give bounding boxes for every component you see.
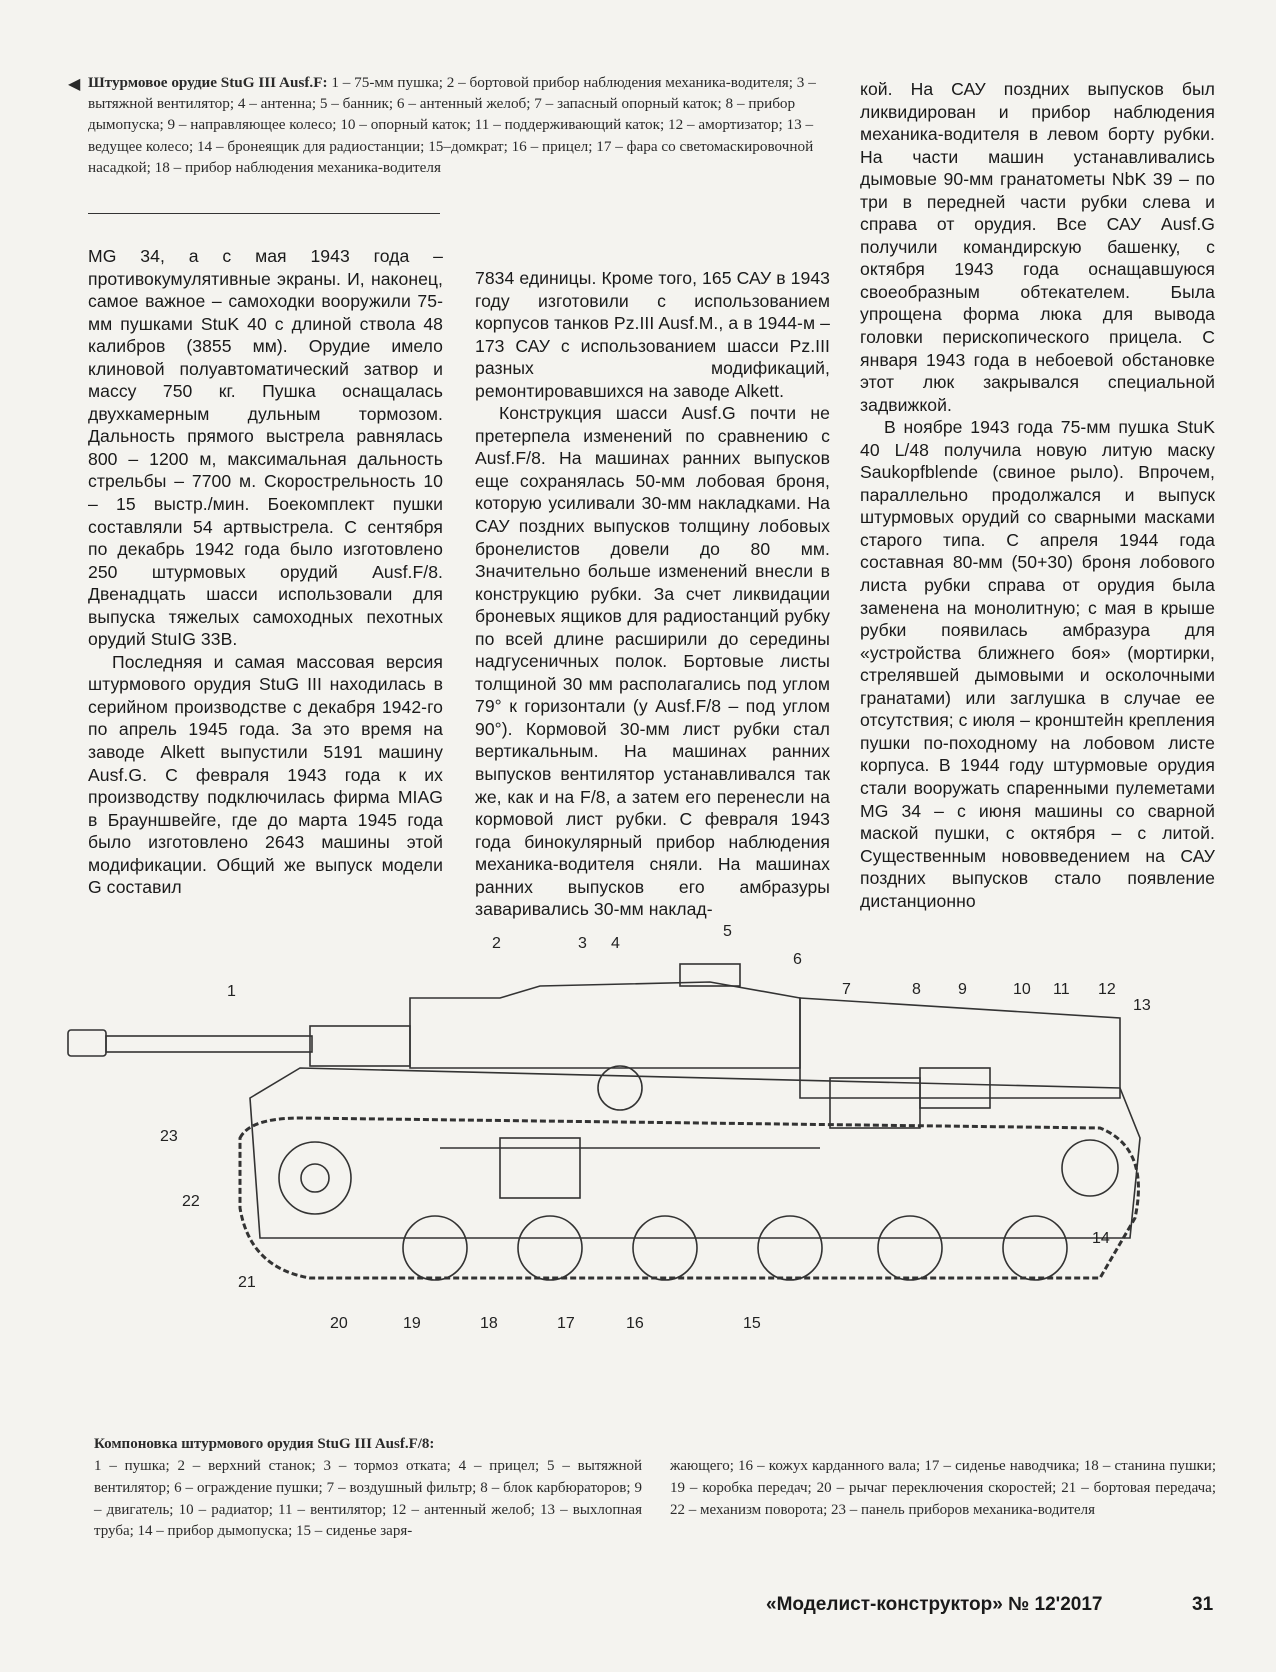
text-column-3 bbox=[860, 78, 1215, 912]
bottom-caption-left: 1 – пушка; 2 – верхний станок; 3 – тормоз отката; 4 – прицел; 5 – вытяжной вентилятор; 6 – ограждение пушки; 7 – воздушный фильтр; 8 – блок карбюраторов; 9 – двигатель; 10 – радиатор; 11 – вентилятор; 12 – антенный желоб; 13 – выхлопная труба; 14 – прибор дымопуска; 15 – сиденье заря- bbox=[94, 1458, 642, 1540]
callout-6: 6 bbox=[793, 951, 802, 968]
gun-barrel bbox=[106, 1036, 312, 1052]
callout-22: 22 bbox=[182, 1193, 200, 1210]
engine-block bbox=[830, 1078, 920, 1128]
hull bbox=[250, 1068, 1140, 1238]
callout-3: 3 bbox=[578, 935, 587, 952]
callout-19: 19 bbox=[403, 1315, 421, 1332]
callout-13: 13 bbox=[1133, 997, 1151, 1014]
callout-11: 11 bbox=[1053, 981, 1070, 998]
muzzle-brake bbox=[68, 1030, 106, 1056]
bottom-figure-caption bbox=[94, 1434, 1216, 1546]
callout-7: 7 bbox=[842, 981, 851, 998]
callout-14: 14 bbox=[1092, 1230, 1110, 1247]
top-caption-text: 1 – 75-мм пушка; 2 – бортовой прибор наблюдения механика-водителя; 3 – вытяжной вентилятор; 4 – антенна; 5 – банник; 6 – антенный желоб; 7 – запасный опорный каток; 8 – прибор дымопуска; 9 – направляющее колесо; 10 – опорный каток; 11 – поддерживающий каток; 12 – амортизатор; 13 – ведущее колесо; 14 – бронеящик для радиостанции; 15–домкрат; 16 – прицел; 17 – фара со светомаскировочной насадкой; 18 – прибор наблюдения механика-водителя bbox=[88, 74, 816, 176]
top-figure-caption bbox=[68, 72, 833, 178]
road-wheel bbox=[633, 1216, 697, 1280]
bottom-caption-right: жающего; 16 – кожух карданного вала; 17 – сиденье наводчика; 18 – станина пушки; 19 – коробка передач; 20 – рычаг переключения скоростей; 21 – бортовая передача; 22 – механизм поворота; 23 – панель приборов механика-водителя bbox=[670, 1458, 1216, 1518]
radiator bbox=[920, 1068, 990, 1108]
paragraph: 7834 единицы. Кроме того, 165 САУ в 1943 году изготовили с использованием корпусов танков Pz.III Ausf.M., а в 1944-м – 173 САУ с использованием шасси Pz.III разных модификаций, ремонтировавшихся на заводе Alkett. bbox=[475, 268, 830, 401]
callout-18: 18 bbox=[480, 1315, 498, 1332]
paragraph: Конструкция шасси Ausf.G почти не претерпела изменений по сравнению с Ausf.F/8. На машинах ранних выпусков еще сохранялась 50-мм лобовая броня, которую усиливали 30-мм накладками. На САУ поздних выпусков толщину лобовых бронелистов довели до 80 мм. Значительно больше изменений внесли в конструкцию рубки. За счет ликвидации броневых ящиков для радиостанций рубку по всей длине расширили до середины надгусеничных полок. Бортовые листы толщиной 30 мм располагались под углом 79° к горизонтали (у Ausf.F/8 – под углом 90°). Кормовой 30-мм лист рубки стал вертикальным. На машинах ранних выпусков вентилятор устанавливался так же, как и на F/8, а затем его перенесли на кормовой лист рубки. С февраля 1943 года бинокулярный прибор наблюдения механика-водителя сняли. На машинах ранних выпусков его амбразуры заваривались 30-мм наклад- bbox=[475, 403, 830, 920]
callout-16: 16 bbox=[626, 1315, 644, 1332]
callout-5: 5 bbox=[723, 923, 732, 940]
page-number: 31 bbox=[1192, 1594, 1214, 1615]
handwheel bbox=[598, 1066, 642, 1110]
callout-21: 21 bbox=[238, 1274, 256, 1291]
callout-4: 4 bbox=[611, 935, 620, 952]
top-caption-title: Штурмовое орудие StuG III Ausf.F: bbox=[88, 74, 328, 91]
superstructure bbox=[410, 982, 800, 1068]
road-wheel bbox=[1003, 1216, 1067, 1280]
callout-10: 10 bbox=[1013, 981, 1031, 998]
road-wheel bbox=[878, 1216, 942, 1280]
callout-15: 15 bbox=[743, 1315, 761, 1332]
gearbox bbox=[500, 1138, 580, 1198]
engine-deck bbox=[800, 998, 1120, 1098]
callout-1: 1 bbox=[227, 983, 236, 1000]
stug-layout-drawing bbox=[60, 923, 1220, 1428]
magazine-issue: «Моделист-конструктор» № 12'2017 bbox=[766, 1594, 1103, 1615]
callout-12: 12 bbox=[1098, 981, 1116, 998]
text-column-1 bbox=[88, 245, 443, 899]
callout-20: 20 bbox=[330, 1315, 348, 1332]
road-wheel bbox=[518, 1216, 582, 1280]
road-wheel bbox=[403, 1216, 467, 1280]
text-column-2 bbox=[475, 267, 830, 921]
paragraph: В ноябре 1943 года 75-мм пушка StuK 40 L/48 получила новую литую маску Saukopfblende (свиное рыло). Впрочем, параллельно продолжался и выпуск штурмовых орудий со сварными масками старого типа. С апреля 1944 года составная 80-мм (50+30) броня лобового листа рубки справа от орудия была заменена на монолитную; с мая в крыше рубки появилась амбразура для «устройства ближнего боя» (мортирки, стрелявшей дымовыми и осколочными гранатами) или заглушка в случае ее отсутствия; с июля – кронштейн крепления пушки по-походному на лобовом листе корпуса. В 1944 году штурмовые орудия стали вооружать спаренными пулеметами MG 34 – с июня машины со сварной маской пушки, с октября – с литой. Существенным нововведением на САУ поздних выпусков стало появление дистанционно bbox=[860, 417, 1215, 911]
bottom-caption-title: Компоновка штурмового орудия StuG III Ausf.F/8: bbox=[94, 1436, 435, 1452]
callout-17: 17 bbox=[557, 1315, 575, 1332]
drive-sprocket bbox=[279, 1142, 351, 1214]
paragraph: Последняя и самая массовая версия штурмового орудия StuG III находилась в серийном производстве с декабря 1942-го по апрель 1945 года. За это время на заводе Alkett выпустили 5191 машину Ausf.G. С февраля 1943 года к их производству подключилась фирма MIAG в Брауншвейге, где до марта 1945 года было изготовлено 2643 машины этой модификации. Общий же выпуск модели G составил bbox=[88, 651, 443, 898]
callout-9: 9 bbox=[958, 981, 967, 998]
idler-wheel bbox=[1062, 1140, 1118, 1196]
callout-2: 2 bbox=[492, 935, 501, 952]
callout-8: 8 bbox=[912, 981, 921, 998]
paragraph: MG 34, а с мая 1943 года – противокумулятивные экраны. И, наконец, самое важное – самоходки вооружили 75-мм пушками StuK 40 с длиной ствола 48 калибров (3855 мм). Орудие имело клиновой полуавтоматический затвор и массу 750 кг. Пушка оснащалась двухкамерным дульным тормозом. Дальность прямого выстрела равнялась 800 – 1200 м, максимальная дальность стрельбы – 7700 м. Скорострельность 10 – 15 выстр./мин. Боекомплект пушки составляли 54 артвыстрела. С сентября по декабрь 1942 года было изготовлено 250 штурмовых орудий Ausf.F/8. Двенадцать шасси использовали для выпуска тяжелых самоходных пехотных орудий StuIG 33B. bbox=[88, 246, 443, 650]
paragraph: кой. На САУ поздних выпусков был ликвидирован и прибор наблюдения механика-водителя в левом борту рубки. На части машин устанавливались дымовые 90-мм гранатометы NbK 39 – по три в передней части рубки слева и справа от орудия. Все САУ Ausf.G получили командирскую башенку, с октября 1943 года оснащавшуюся своеобразным обтекателем. Была упрощена форма люка для вывода головки перископического прицела. С января 1943 года в небоевой обстановке этот люк закрывался специальной задвижкой. bbox=[860, 79, 1215, 415]
gun-mantlet bbox=[310, 1026, 410, 1066]
caption-arrow-icon: ◀ bbox=[68, 76, 81, 93]
road-wheel bbox=[758, 1216, 822, 1280]
sprocket-hub bbox=[301, 1164, 329, 1192]
caption-divider bbox=[88, 213, 440, 214]
callout-23: 23 bbox=[160, 1128, 178, 1145]
